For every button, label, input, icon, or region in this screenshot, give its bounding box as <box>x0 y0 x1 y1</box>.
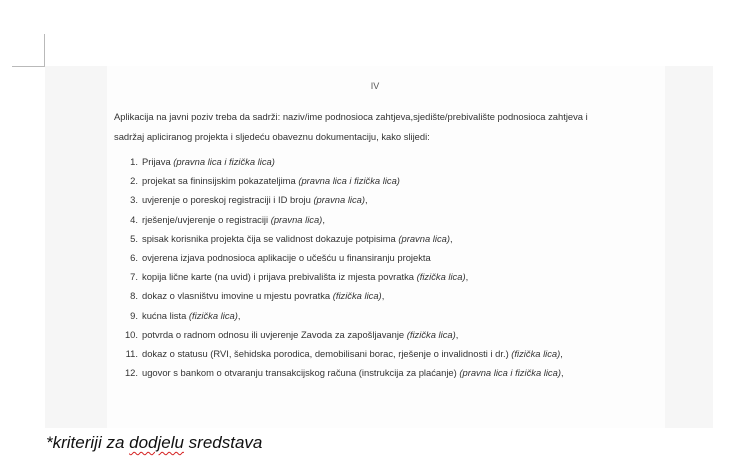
criteria-caption <box>46 433 262 453</box>
list-item-text: uvjerenje o poreskoj registraciji i ID broju <box>142 194 314 206</box>
list-item-number: 1. <box>130 156 138 167</box>
list-item <box>114 344 564 363</box>
list-item-tail: , <box>237 309 241 321</box>
list-item-note: (pravna lica i fizička lica) <box>173 156 275 167</box>
list-item-note: (pravna lica) <box>270 213 323 225</box>
spellcheck-flagged-word: dodjelu <box>129 433 184 452</box>
list-item-number: 9. <box>130 309 138 321</box>
list-item-tail: , <box>465 271 469 283</box>
list-item-tail: , <box>449 232 453 244</box>
caption-text-end: sredstava <box>183 433 263 452</box>
list-item-text: rješenje/uvjerenje o registraciji <box>142 213 271 225</box>
list-item <box>114 248 564 267</box>
list-item <box>114 229 564 248</box>
list-item <box>114 286 564 305</box>
list-item-tail: , <box>381 290 385 302</box>
list-item <box>114 325 564 344</box>
list-item-text: dokaz o vlasništvu imovine u mjestu povratka <box>142 290 333 302</box>
list-item-note: (fizička lica) <box>406 328 456 340</box>
list-item <box>114 210 564 229</box>
list-item-number: 10. <box>124 328 138 340</box>
intro-paragraph <box>114 107 700 147</box>
list-item <box>114 152 564 171</box>
list-item-text: spisak korisnika projekta čija se validnost dokazuje potpisima <box>142 232 399 244</box>
list-item-number: 3. <box>130 194 138 206</box>
list-item-note: (fizička lica) <box>416 271 466 283</box>
list-item-note: (pravna lica i fizička lica) <box>459 367 561 379</box>
list-item-note: (pravna lica i fizička lica) <box>298 175 400 187</box>
list-item-number: 6. <box>130 251 138 263</box>
list-item-tail: , <box>455 328 459 340</box>
list-item-number: 8. <box>130 290 138 302</box>
list-item-note: (pravna lica) <box>398 232 450 244</box>
list-item-note: (fizička lica) <box>511 347 561 359</box>
page-corner-mark-vertical <box>44 34 45 67</box>
list-item-number: 11. <box>125 347 138 359</box>
list-item <box>114 171 564 190</box>
list-item-number: 12. <box>124 367 138 379</box>
list-item-text: kopija lične karte (na uvid) i prijava prebivališta iz mjesta povratka <box>142 271 417 283</box>
requirements-list <box>114 152 564 382</box>
list-item <box>114 363 564 382</box>
list-item <box>114 306 564 325</box>
page-corner-mark-horizontal <box>12 66 45 67</box>
list-item-note: (fizička lica) <box>188 309 238 321</box>
list-item-text: ovjerena izjava podnosioca aplikacije o učešću u finansiranju projekta <box>142 251 431 263</box>
list-item-note: (pravna lica) <box>313 194 366 206</box>
list-item <box>114 267 564 286</box>
intro-line-2: sadržaj apliciranog projekta i sljedeću obaveznu dokumentaciju, kako slijedi: <box>114 131 430 142</box>
list-item-text: Prijava <box>142 156 174 167</box>
list-item-text: potvrda o radnom odnosu ili uvjerenje Zavoda za zapošljavanje <box>142 328 407 340</box>
list-item-tail: , <box>560 347 563 359</box>
list-item-note: (fizička lica) <box>332 290 382 302</box>
section-heading: IV <box>370 81 380 91</box>
list-item-tail: , <box>322 213 325 225</box>
list-item-number: 5. <box>130 232 138 244</box>
list-item-text: dokaz o statusu (RVI, šehidska porodica, demobilisani borac, rješenje o invalidnosti i dr.) <box>142 347 512 359</box>
list-item <box>114 190 564 209</box>
caption-text-start: *kriteriji za <box>46 433 130 452</box>
list-item-number: 2. <box>130 175 138 187</box>
list-item-text: ugovor s bankom o otvaranju transakcijskog računa (instrukcija za plaćanje) <box>142 367 460 379</box>
list-item-number: 4. <box>130 213 138 225</box>
list-item-number: 7. <box>130 271 138 283</box>
list-item-tail: , <box>365 194 368 206</box>
list-item-text: kućna lista <box>142 309 189 321</box>
intro-line-1: Aplikacija na javni poziv treba da sadrži: naziv/ime podnosioca zahtjeva,sjedište/prebivalište podnosioca zahtjeva i <box>114 111 588 122</box>
list-item-tail: , <box>560 367 564 379</box>
list-item-text: projekat sa fininsijskim pokazateljima <box>142 175 299 187</box>
